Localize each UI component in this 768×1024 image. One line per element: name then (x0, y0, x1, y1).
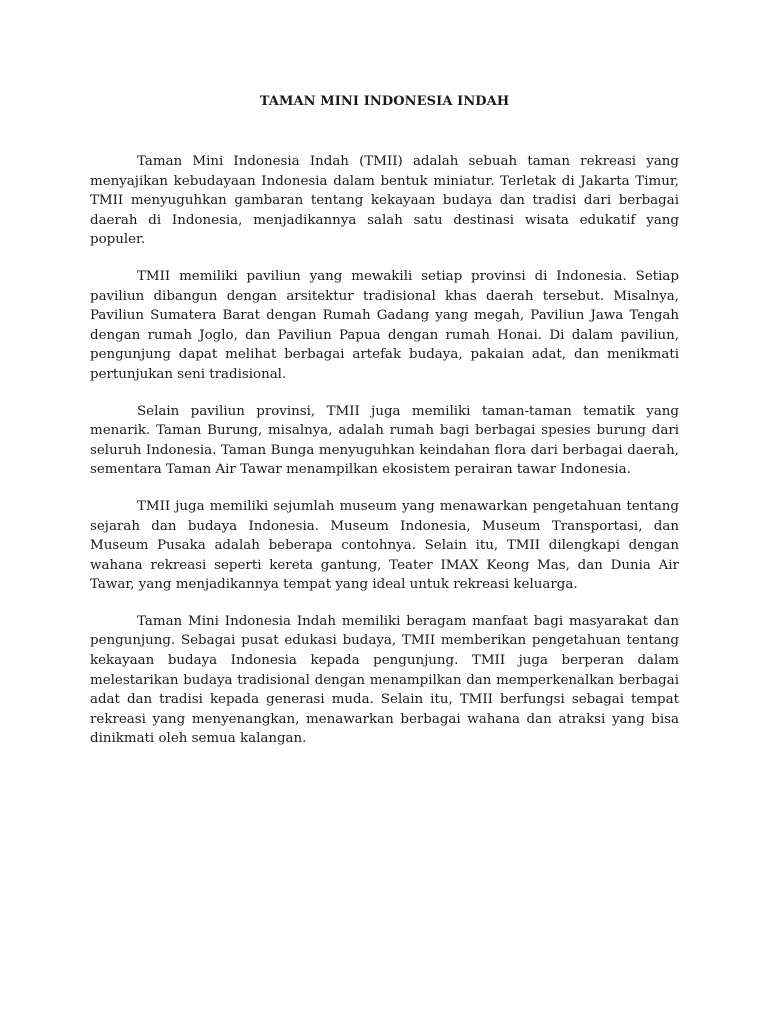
paragraph-intro: Taman Mini Indonesia Indah (TMII) adalah sebuah taman rekreasi yang menyajikan kebudayaan Indonesia dalam bentuk miniatur. Terletak di Jakarta Timur, TMII menyuguhkan gambaran tentang kekayaan budaya dan tradisi dari berbagai daerah di Indonesia, menjadikannya salah satu destinasi wisata edukatif yang populer. (90, 154, 679, 248)
paragraph-museums: TMII juga memiliki sejumlah museum yang menawarkan pengetahuan tentang sejarah dan budaya Indonesia. Museum Indonesia, Museum Transportasi, dan Museum Pusaka adalah beberapa contohnya. Selain itu, TMII dilengkapi dengan wahana rekreasi seperti kereta gantung, Teater IMAX Keong Mas, dan Dunia Air Tawar, yang menjadikannya tempat yang ideal untuk rekreasi keluarga. (90, 498, 679, 593)
document-title: TAMAN MINI INDONESIA INDAH (259, 94, 510, 109)
paragraph-benefits: Taman Mini Indonesia Indah memiliki beragam manfaat bagi masyarakat dan pengunjung. Sebagai pusat edukasi budaya, TMII memberikan pengetahuan tentang kekayaan budaya Indonesia kepada pengunjung. TMII juga berperan dalam melestarikan budaya tradisional dengan menampilkan dan memperkenalkan berbagai adat dan tradisi kepada generasi muda. Selain itu, TMII berfungsi sebagai tempat rekreasi yang menyenangkan, menawarkan berbagai wahana dan atraksi yang bisa dinikmati oleh semua kalangan. (90, 613, 679, 747)
paragraph-themed-gardens: Selain paviliun provinsi, TMII juga memiliki taman-taman tematik yang menarik. Taman Burung, misalnya, adalah rumah bagi berbagai spesies burung dari seluruh Indonesia. Taman Bunga menyuguhkan keindahan flora dari berbagai daerah, sementara Taman Air Tawar menampilkan ekosistem perairan tawar Indonesia. (90, 403, 679, 478)
paragraph-pavilions: TMII memiliki paviliun yang mewakili setiap provinsi di Indonesia. Setiap paviliun dibangun dengan arsitektur tradisional khas daerah tersebut. Misalnya, Paviliun Sumatera Barat dengan Rumah Gadang yang megah, Paviliun Jawa Tengah dengan rumah Joglo, dan Paviliun Papua dengan rumah Honai. Di dalam paviliun, pengunjung dapat melihat berbagai artefak budaya, pakaian adat, dan menikmati pertunjukan seni tradisional. (90, 268, 679, 382)
